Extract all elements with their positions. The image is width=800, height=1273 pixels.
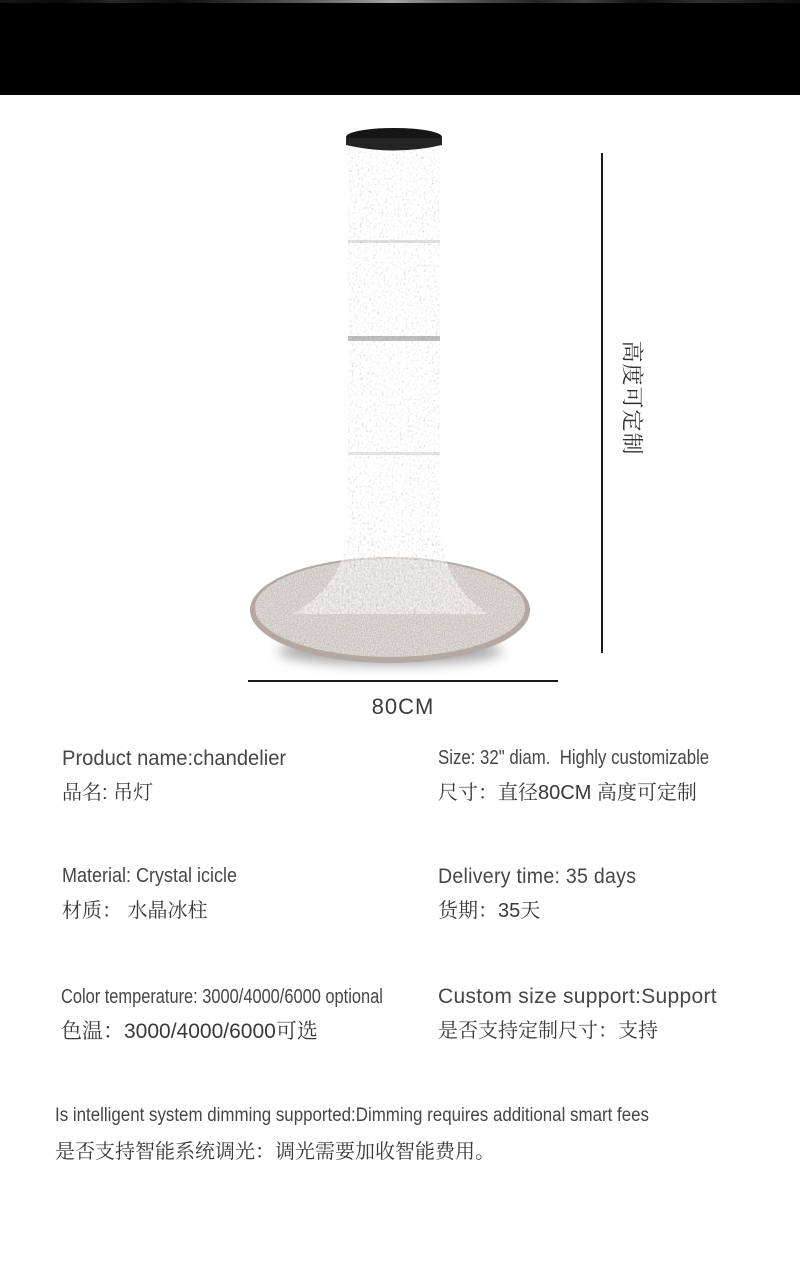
spec-material-en: Material: Crystal icicle <box>62 865 238 887</box>
spec-size-zh: 尺寸：直径80CM 高度可定制 <box>438 782 697 804</box>
header-band <box>0 0 800 95</box>
column-segment-line <box>348 336 440 341</box>
height-dimension-line <box>601 153 603 653</box>
spec-product-name-en: Product name:chandelier <box>62 747 287 770</box>
height-label: 高度可定制 <box>619 340 645 456</box>
top-photo-strip <box>0 0 800 3</box>
spec-delivery-zh: 货期：35天 <box>438 900 541 922</box>
spec-dimming-en: Is intelligent system dimming supported:Dimming requires additional smart fees <box>55 1105 649 1126</box>
diameter-label: 80CM <box>371 694 435 719</box>
spec-product-name-zh: 品名: 吊灯 <box>62 782 154 804</box>
spec-size-en: Size: 32" diam. Highly customizable <box>438 747 710 769</box>
spec-custom-size-en: Custom size support:Support <box>438 985 717 1008</box>
column-segment-line <box>348 240 440 243</box>
spec-material-zh: 材质： 水晶冰柱 <box>62 900 208 922</box>
chandelier-photo <box>230 120 560 680</box>
spec-delivery-en: Delivery time: 35 days <box>438 865 637 888</box>
spec-custom-size-zh: 是否支持定制尺寸：支持 <box>438 1020 658 1042</box>
diameter-dimension-line <box>248 680 558 682</box>
spec-color-temperature-en: Color temperature: 3000/4000/6000 optional <box>61 986 383 1008</box>
spec-dimming-zh: 是否支持智能系统调光：调光需要加收智能费用。 <box>55 1141 495 1163</box>
column-segment-line <box>348 452 440 455</box>
spec-color-temperature-zh: 色温：3000/4000/6000可选 <box>61 1020 318 1043</box>
